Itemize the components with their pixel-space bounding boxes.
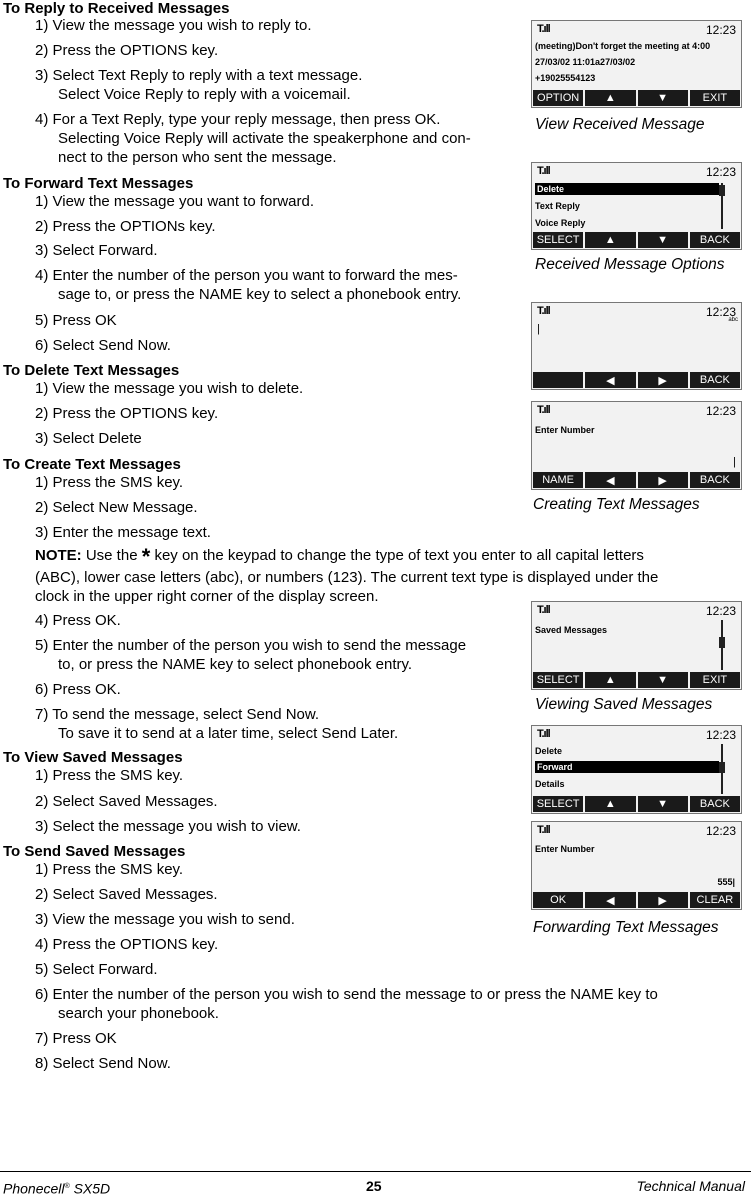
heading-delete: To Delete Text Messages <box>3 362 180 379</box>
heading-forward: To Forward Text Messages <box>3 175 194 192</box>
screen-view-received-message <box>531 20 742 108</box>
menu-item-delete[interactable]: Delete <box>535 183 719 195</box>
reply-step-3-cont: Select Voice Reply to reply with a voicemail. <box>58 86 351 103</box>
number-cursor: | <box>733 456 736 468</box>
note-label: NOTE: <box>35 547 82 564</box>
softkey-left[interactable]: ◀ <box>585 372 635 388</box>
screen-saved-message-options <box>531 725 742 814</box>
clock: 12:23 <box>705 23 736 37</box>
screen-title: Enter Number <box>535 425 595 435</box>
screen-title: Enter Number <box>535 844 595 854</box>
caption-received-options: Received Message Options <box>535 256 725 273</box>
forward-step-4-cont: sage to, or press the NAME key to select a phonebook entry. <box>58 286 462 303</box>
scrollbar[interactable] <box>721 620 723 670</box>
softkey-left[interactable]: ◀ <box>585 472 635 488</box>
softkey-left[interactable]: ◀ <box>585 892 635 908</box>
create-step-1: 1) Press the SMS key. <box>35 474 184 491</box>
create-step-5-cont: to, or press the NAME key to select phonebook entry. <box>58 656 413 673</box>
clock: 12:23 <box>705 824 736 838</box>
screen-forward-enter-number <box>531 821 742 910</box>
create-step-4: 4) Press OK. <box>35 612 121 629</box>
softkey-back[interactable]: BACK <box>690 472 740 488</box>
softkey-exit[interactable]: EXIT <box>690 672 740 688</box>
menu-item-forward[interactable]: Forward <box>535 761 719 773</box>
softkey-back[interactable]: BACK <box>690 796 740 812</box>
create-note-line-2: (ABC), lower case letters (abc), or numbers (123). The current text type is displayed under the <box>35 569 659 586</box>
softkey-exit[interactable]: EXIT <box>690 90 740 106</box>
screen-saved-messages <box>531 601 742 690</box>
delete-step-1: 1) View the message you wish to delete. <box>35 380 304 397</box>
create-step-2: 2) Select New Message. <box>35 499 198 516</box>
reply-step-1: 1) View the message you wish to reply to. <box>35 17 312 34</box>
softkey-name[interactable]: NAME <box>533 472 583 488</box>
softkey-select[interactable]: SELECT <box>533 672 583 688</box>
send-saved-step-1: 1) Press the SMS key. <box>35 861 184 878</box>
forward-step-3: 3) Select Forward. <box>35 242 158 259</box>
softkey-down[interactable]: ▼ <box>638 672 688 688</box>
registered-mark: ® <box>64 1183 70 1190</box>
signal-icon: T.ıll <box>537 404 550 416</box>
softkey-option[interactable]: OPTION <box>533 90 583 106</box>
message-line: +19025554123 <box>535 73 596 83</box>
reply-step-2: 2) Press the OPTIONS key. <box>35 42 219 59</box>
signal-icon: T.ıll <box>537 23 550 35</box>
forward-step-6: 6) Select Send Now. <box>35 337 171 354</box>
clock: 12:23 <box>705 305 736 319</box>
signal-icon: T.ıll <box>537 824 550 836</box>
text-cursor: | <box>537 323 540 335</box>
caption-forwarding: Forwarding Text Messages <box>533 919 719 936</box>
forward-step-2: 2) Press the OPTIONs key. <box>35 218 216 235</box>
screen-received-message-options <box>531 162 742 250</box>
view-saved-step-1: 1) Press the SMS key. <box>35 767 184 784</box>
create-note <box>35 544 644 569</box>
reply-step-4-cont: Selecting Voice Reply will activate the speakerphone and con- <box>58 130 471 147</box>
view-saved-step-3: 3) Select the message you wish to view. <box>35 818 301 835</box>
menu-item-delete[interactable]: Delete <box>535 746 563 756</box>
clock: 12:23 <box>705 165 736 179</box>
send-saved-step-8: 8) Select Send Now. <box>35 1055 171 1072</box>
text-mode-indicator: abc <box>728 317 738 323</box>
softkey-select[interactable]: SELECT <box>533 796 583 812</box>
heading-reply: To Reply to Received Messages <box>3 0 230 17</box>
reply-step-4: 4) For a Text Reply, type your reply message, then press OK. <box>35 111 441 128</box>
screen-title: Saved Messages <box>535 625 608 635</box>
heading-send-saved: To Send Saved Messages <box>3 843 186 860</box>
footer-model: SX5D <box>73 1180 111 1197</box>
softkey-clear[interactable]: CLEAR <box>690 892 740 908</box>
forward-step-4: 4) Enter the number of the person you want to forward the mes- <box>35 267 458 284</box>
footer-product-name: Phonecell <box>3 1180 65 1197</box>
message-line: (meeting)Don't forget the meeting at 4:00 <box>535 41 711 51</box>
footer-divider <box>0 1171 751 1172</box>
send-saved-step-3: 3) View the message you wish to send. <box>35 911 295 928</box>
scrollbar[interactable] <box>721 183 723 229</box>
softkey-back[interactable]: BACK <box>690 232 740 248</box>
view-saved-step-2: 2) Select Saved Messages. <box>35 793 218 810</box>
softkey-right[interactable]: ▶ <box>638 372 688 388</box>
footer-manual: Technical Manual <box>636 1178 745 1194</box>
signal-icon: T.ıll <box>537 728 550 740</box>
page-number: 25 <box>366 1178 382 1194</box>
reply-step-4-cont2: nect to the person who sent the message. <box>58 149 337 166</box>
softkey-up[interactable]: ▲ <box>585 672 635 688</box>
create-step-7-cont: To save it to send at a later time, select Send Later. <box>58 725 399 742</box>
signal-icon: T.ıll <box>537 165 550 177</box>
heading-create: To Create Text Messages <box>3 456 181 473</box>
create-step-6: 6) Press OK. <box>35 681 121 698</box>
softkey-up[interactable]: ▲ <box>585 796 635 812</box>
softkey-ok[interactable]: OK <box>533 892 583 908</box>
caption-viewing-saved: Viewing Saved Messages <box>535 696 713 713</box>
create-step-7: 7) To send the message, select Send Now. <box>35 706 320 723</box>
delete-step-3: 3) Select Delete <box>35 430 142 447</box>
note-text-a: Use the <box>85 547 138 564</box>
forward-step-1: 1) View the message you want to forward. <box>35 193 315 210</box>
menu-item-text-reply[interactable]: Text Reply <box>535 201 580 211</box>
caption-creating: Creating Text Messages <box>533 496 700 513</box>
signal-icon: T.ıll <box>537 305 550 317</box>
create-step-3: 3) Enter the message text. <box>35 524 211 541</box>
softkey-select[interactable]: SELECT <box>533 232 583 248</box>
scrollbar[interactable] <box>721 744 723 794</box>
send-saved-step-7: 7) Press OK <box>35 1030 117 1047</box>
softkey-right[interactable]: ▶ <box>638 472 688 488</box>
softkey-right[interactable]: ▶ <box>638 892 688 908</box>
softkey-up[interactable]: ▲ <box>585 90 635 106</box>
create-note-line-3: clock in the upper right corner of the display screen. <box>35 588 379 605</box>
softkey-down[interactable]: ▼ <box>638 232 688 248</box>
reply-step-3: 3) Select Text Reply to reply with a text message. <box>35 67 363 84</box>
delete-step-2: 2) Press the OPTIONS key. <box>35 405 219 422</box>
softkey-blank <box>533 372 583 388</box>
heading-view-saved: To View Saved Messages <box>3 749 183 766</box>
send-saved-step-2: 2) Select Saved Messages. <box>35 886 218 903</box>
screen-enter-number <box>531 401 742 490</box>
footer-product <box>3 1178 110 1198</box>
menu-item-details[interactable]: Details <box>535 779 565 789</box>
clock: 12:23 <box>705 728 736 742</box>
menu-item-voice-reply[interactable]: Voice Reply <box>535 218 586 228</box>
clock: 12:23 <box>705 404 736 418</box>
send-saved-step-4: 4) Press the OPTIONS key. <box>35 936 219 953</box>
create-step-5: 5) Enter the number of the person you wish to send the message <box>35 637 467 654</box>
send-saved-step-6: 6) Enter the number of the person you wish to send the message to or press the NAME key to <box>35 986 658 1003</box>
note-text-b: key on the keypad to change the type of text you enter to all capital letters <box>154 547 644 564</box>
entered-number: 555| <box>717 877 735 887</box>
screen-text-entry <box>531 302 742 390</box>
send-saved-step-5: 5) Select Forward. <box>35 961 158 978</box>
softkey-down[interactable]: ▼ <box>638 796 688 812</box>
softkey-back[interactable]: BACK <box>690 372 740 388</box>
clock: 12:23 <box>705 604 736 618</box>
forward-step-5: 5) Press OK <box>35 312 117 329</box>
softkey-down[interactable]: ▼ <box>638 90 688 106</box>
softkey-up[interactable]: ▲ <box>585 232 635 248</box>
caption-view-received: View Received Message <box>535 116 705 133</box>
star-key-icon: * <box>141 544 151 569</box>
signal-icon: T.ıll <box>537 604 550 616</box>
send-saved-step-6-cont: search your phonebook. <box>58 1005 219 1022</box>
message-line: 27/03/02 11:01a27/03/02 <box>535 57 636 67</box>
